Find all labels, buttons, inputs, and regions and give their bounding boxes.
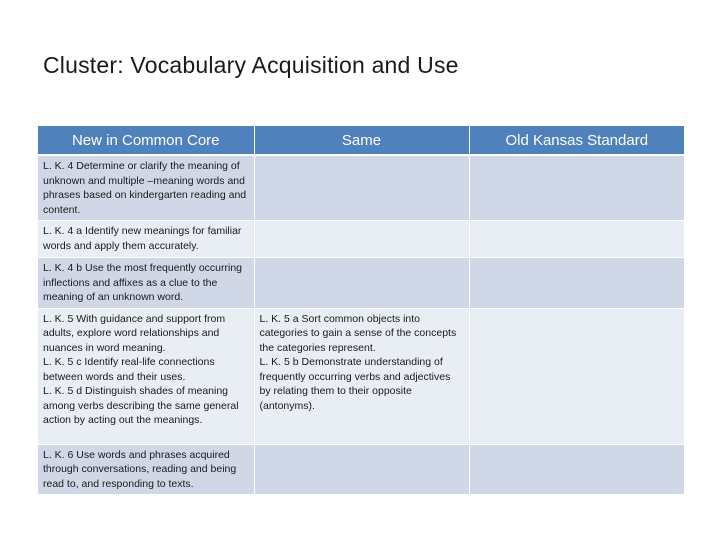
- cell-old: [469, 221, 684, 258]
- cell-same: [254, 221, 469, 258]
- table-row: [38, 308, 684, 444]
- slide-title: Cluster: Vocabulary Acquisition and Use: [43, 52, 459, 78]
- table-row: [38, 258, 684, 309]
- standard-text: L. K. 5 d Distinguish shades of meaning among verbs describing the same general action by acting out the meanings.: [43, 385, 239, 426]
- cell-new: [38, 155, 254, 221]
- cell-new: [38, 221, 254, 258]
- cell-old: [469, 444, 684, 495]
- table-header-row: [38, 126, 684, 155]
- cell-old: [469, 308, 684, 444]
- standard-text: L. K. 4 b Use the most frequently occurring inflections and affixes as a clue to the meaning of an unknown word.: [43, 262, 243, 303]
- standard-text: L. K. 5 c Identify real-life connections between words and their uses.: [43, 356, 215, 383]
- standard-text: L. K. 4 Determine or clarify the meaning of unknown and multiple –meaning words and phrases based on kindergarten reading and content.: [43, 160, 247, 216]
- standard-text: L. K. 4 a Identify new meanings for familiar words and apply them accurately.: [43, 225, 242, 252]
- cell-old: [469, 258, 684, 309]
- column-header-same: Same: [254, 126, 469, 155]
- standard-text: L. K. 5 b Demonstrate understanding of frequently occurring verbs and adjectives by relating them to their opposite (antonyms).: [259, 356, 451, 412]
- cell-new: [38, 258, 254, 309]
- cell-same: [254, 444, 469, 495]
- table-row: [38, 444, 684, 495]
- cell-same: [254, 258, 469, 309]
- cell-new: [38, 444, 254, 495]
- cell-new: [38, 308, 254, 444]
- standard-text: L. K. 6 Use words and phrases acquired through conversations, reading and being read to, and responding to texts.: [43, 448, 237, 490]
- standard-text: L. K. 5 With guidance and support from adults, explore word relationships and nuances in word meaning.: [43, 312, 226, 354]
- column-header-old: Old Kansas Standard: [469, 126, 684, 155]
- column-header-new: New in Common Core: [38, 126, 254, 155]
- cell-same: [254, 308, 469, 444]
- cell-old: [469, 155, 684, 221]
- standards-table: [38, 126, 684, 495]
- table-row: [38, 155, 684, 221]
- cell-same: [254, 155, 469, 221]
- table-row: [38, 221, 684, 258]
- standard-text: L. K. 5 a Sort common objects into categories to gain a sense of the concepts the categories represent.: [259, 312, 457, 354]
